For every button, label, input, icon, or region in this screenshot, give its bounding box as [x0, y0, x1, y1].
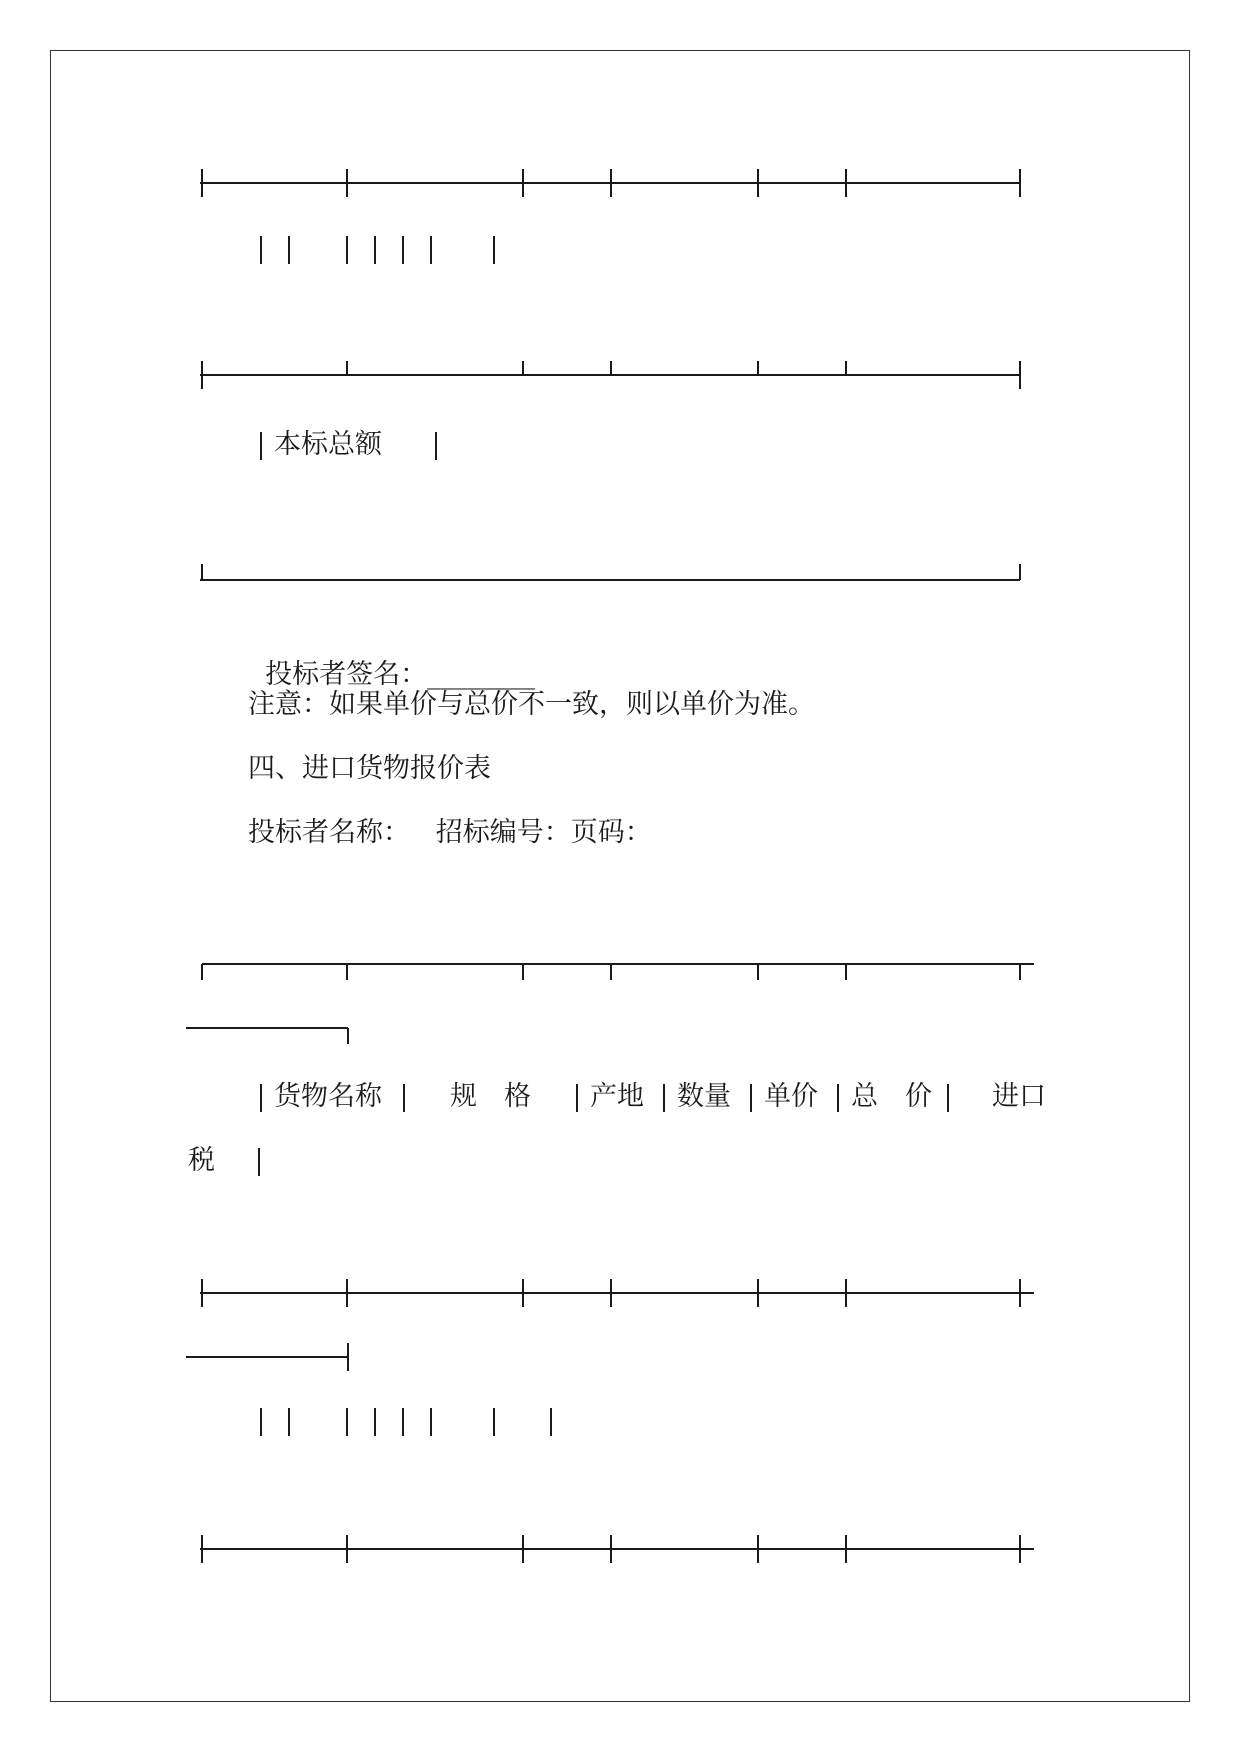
cell-divider [374, 236, 376, 264]
cell-divider [837, 1084, 839, 1112]
note-text: 注意：如果单价与总价不一致，则以单价为准。 [248, 689, 815, 720]
table-row-total [250, 428, 650, 462]
cell-divider [258, 1148, 260, 1176]
cell-divider [430, 1408, 432, 1436]
cell-divider [288, 236, 290, 264]
cell-divider [260, 1084, 262, 1112]
cell-divider [260, 1408, 262, 1436]
header-origin: 产地 [590, 1081, 644, 1112]
table2-border-top [200, 954, 1040, 988]
cell-divider [346, 1408, 348, 1436]
cell-divider [550, 1408, 552, 1436]
table-border-bottom [200, 554, 1040, 588]
cell-divider [576, 1084, 578, 1112]
table2-border-top-wrap [186, 1018, 366, 1052]
table2-border-middle [200, 1276, 1040, 1310]
table-border-top [200, 166, 1040, 200]
header-import-tax: 进口 [992, 1081, 1046, 1112]
header-import-tax-cont: 税 [188, 1145, 215, 1176]
header-unit-price: 单价 [764, 1081, 818, 1112]
cell-divider [750, 1084, 752, 1112]
cell-divider [374, 1408, 376, 1436]
cell-divider [493, 1408, 495, 1436]
table2-header-row [250, 1080, 1110, 1114]
cell-divider [346, 236, 348, 264]
table2-header-row-wrap [186, 1144, 386, 1178]
table2-border-middle-wrap [186, 1340, 366, 1374]
cell-divider [663, 1084, 665, 1112]
page-frame [50, 50, 1190, 1702]
cell-divider [403, 1084, 405, 1112]
cell-divider [402, 1408, 404, 1436]
header-goods-name: 货物名称 [274, 1081, 382, 1112]
cell-divider [493, 236, 495, 264]
cell-divider [947, 1084, 949, 1112]
header-total-price: 总 价 [851, 1081, 932, 1112]
cell-divider [435, 432, 437, 460]
table-border-middle [200, 358, 1040, 392]
header-spec: 规 格 [450, 1081, 531, 1112]
signature-label: 投标者签名： [265, 659, 428, 690]
cell-divider [430, 236, 432, 264]
cell-divider [260, 236, 262, 264]
signature-blank: ________ [427, 659, 536, 690]
header-quantity: 数量 [677, 1081, 731, 1112]
section-title: 四、进口货物报价表 [248, 753, 491, 784]
cell-divider [288, 1408, 290, 1436]
total-amount-label: 本标总额 [274, 429, 382, 460]
signature-line [248, 624, 535, 692]
table-row-empty [250, 232, 650, 266]
table2-border-lower [200, 1532, 1040, 1566]
cell-divider [402, 236, 404, 264]
table2-row-empty [250, 1404, 650, 1438]
cell-divider [260, 432, 262, 460]
bidder-meta-line: 投标者名称： 招标编号：页码： [248, 817, 652, 848]
